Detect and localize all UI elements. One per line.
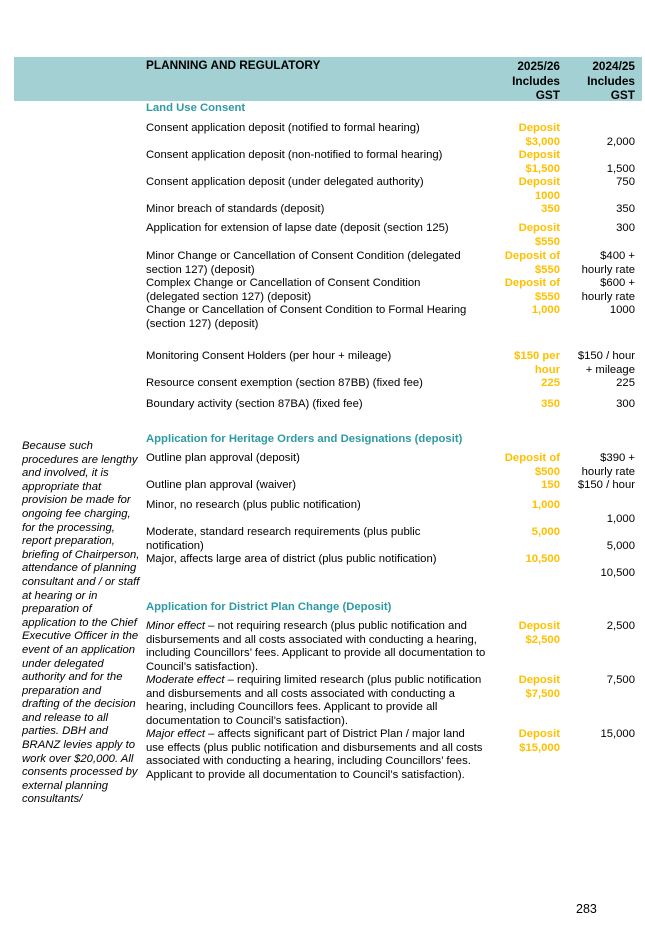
fee-2024-25: $390 + hourly rate [581, 452, 635, 478]
fee-2025-26: Deposit $550 [518, 222, 560, 248]
section-district-plan-change: Application for District Plan Change (Deposit) [146, 601, 392, 613]
fee-description: Consent application deposit (under delegated authority) [146, 176, 424, 188]
fee-description [146, 674, 486, 728]
fee-2024-25: 5,000 [606, 539, 635, 552]
table-title: PLANNING AND REGULATORY [146, 58, 321, 72]
fee-2024-25: 2,000 [606, 135, 635, 148]
fee-2024-25: 1000 [609, 304, 635, 316]
section-land-use-consent: Land Use Consent [146, 102, 246, 114]
fee-2024-25: $150 / hour + mileage [577, 350, 635, 376]
fee-description: Outline plan approval (waiver) [146, 479, 297, 491]
fee-2024-25: $400 + hourly rate [581, 250, 635, 276]
effect-level: Moderate effect [146, 674, 225, 686]
fee-2024-25: 10,500 [600, 566, 635, 579]
fee-description: Minor breach of standards (deposit) [146, 203, 325, 215]
fee-description: Resource consent exemption (section 87BB) (fixed fee) [146, 377, 423, 389]
fee-description: Complex Change or Cancellation of Consent Condition (delegated section 127) (deposit) [146, 277, 421, 303]
fee-description: Minor, no research (plus public notification) [146, 499, 361, 511]
fee-2024-25: $150 / hour [577, 479, 635, 491]
fee-2025-26: 350 [541, 398, 560, 410]
fee-2024-25: 1,500 [606, 162, 635, 175]
fee-2025-26: Deposit of $550 [504, 250, 560, 276]
fee-2025-26: 225 [541, 377, 560, 389]
fee-2025-26: 1,000 [531, 304, 560, 316]
fee-description: Boundary activity (section 87BA) (fixed fee) [146, 398, 363, 410]
fee-2025-26: Deposit $7,500 [518, 674, 560, 700]
fee-2025-26: $150 per hour [514, 350, 560, 376]
fee-2024-25: 1,000 [606, 512, 635, 525]
section-heritage-orders: Application for Heritage Orders and Designations (deposit) [146, 433, 463, 445]
fee-2025-26: Deposit of $550 [504, 277, 560, 303]
fee-2024-25: 350 [616, 203, 635, 215]
fee-2024-25: 750 [616, 176, 635, 188]
fee-2025-26: 150 [541, 479, 560, 491]
column-header-2024-25: 2024/25 Includes GST [587, 59, 635, 102]
side-note: Because such procedures are lengthy and involved, it is appropriate that provision be made for ongoing fee charging, for the processing, report preparation, briefing of Chairperson, attendance of planning consultant and / or staff at hearing or in preparation of application to the Chief Executive Officer in the event of an application under delegated authority and for the preparation and drafting of the decision and release to all parties. DBH and BRANZ levies apply to work over $20,000. All consents processed by external planning consultants/ [22, 440, 140, 806]
fee-2025-26: Deposit $1,500 [518, 149, 560, 175]
fee-2025-26: Deposit $2,500 [518, 620, 560, 646]
effect-level: Minor effect [146, 620, 206, 632]
fee-description: Consent application deposit (non-notified to formal hearing) [146, 149, 443, 161]
page-number: 283 [576, 902, 597, 916]
fee-2024-25: 225 [616, 377, 635, 389]
fee-2025-26: Deposit $15,000 [518, 728, 560, 754]
fee-2025-26: 350 [541, 203, 560, 215]
fee-2024-25: 2,500 [606, 620, 635, 632]
fee-description [146, 620, 486, 674]
fee-2024-25: 300 [616, 398, 635, 410]
fee-description: Minor Change or Cancellation of Consent Condition (delegated section 127) (deposit) [146, 250, 461, 276]
fee-description: Monitoring Consent Holders (per hour + mileage) [146, 350, 392, 362]
fee-description [146, 728, 486, 782]
fee-description: Consent application deposit (notified to formal hearing) [146, 122, 420, 134]
fee-description: Change or Cancellation of Consent Condition to Formal Hearing (section 127) (deposit) [146, 304, 467, 330]
fee-2024-25: $600 + hourly rate [581, 277, 635, 303]
effect-details: – not requiring research (plus public notification and disbursements and all costs associated with conducting a hearing, including Councillors’ fees. Applicant to provide all documentation to Council’s satisfaction). [146, 620, 486, 673]
fee-description: Moderate, standard research requirements (plus public notification) [146, 526, 421, 552]
fee-2025-26: Deposit $3,000 [518, 122, 560, 148]
fee-description: Major, affects large area of district (plus public notification) [146, 553, 437, 565]
column-header-2025-26: 2025/26 Includes GST [512, 59, 560, 102]
fee-description: Application for extension of lapse date (deposit (section 125) [146, 222, 449, 234]
fee-2024-25: 7,500 [606, 674, 635, 686]
fee-2024-25: 15,000 [600, 728, 635, 740]
fee-2025-26: 10,500 [525, 553, 560, 565]
effect-details: – affects significant part of District Plan / major land use effects (plus public notification and disbursements and all costs associated with conducting a hearing, including Councillors’ fees. Applicant to provide all documentation to Council’s satisfaction). [146, 728, 483, 781]
fee-2025-26: 5,000 [531, 526, 560, 538]
fee-2025-26: 1,000 [531, 499, 560, 511]
fee-description: Outline plan approval (deposit) [146, 452, 300, 464]
fee-2024-25: 300 [616, 222, 635, 234]
effect-level: Major effect [146, 728, 206, 740]
effect-details: – requiring limited research (plus public notification and disbursements and all costs associated with conducting a hearing, including Councillors fees. Applicant to provide all documentation to Council’s satisfaction). [146, 674, 482, 727]
fee-2025-26: Deposit 1000 [518, 176, 560, 202]
fee-2025-26: Deposit of $500 [504, 452, 560, 478]
